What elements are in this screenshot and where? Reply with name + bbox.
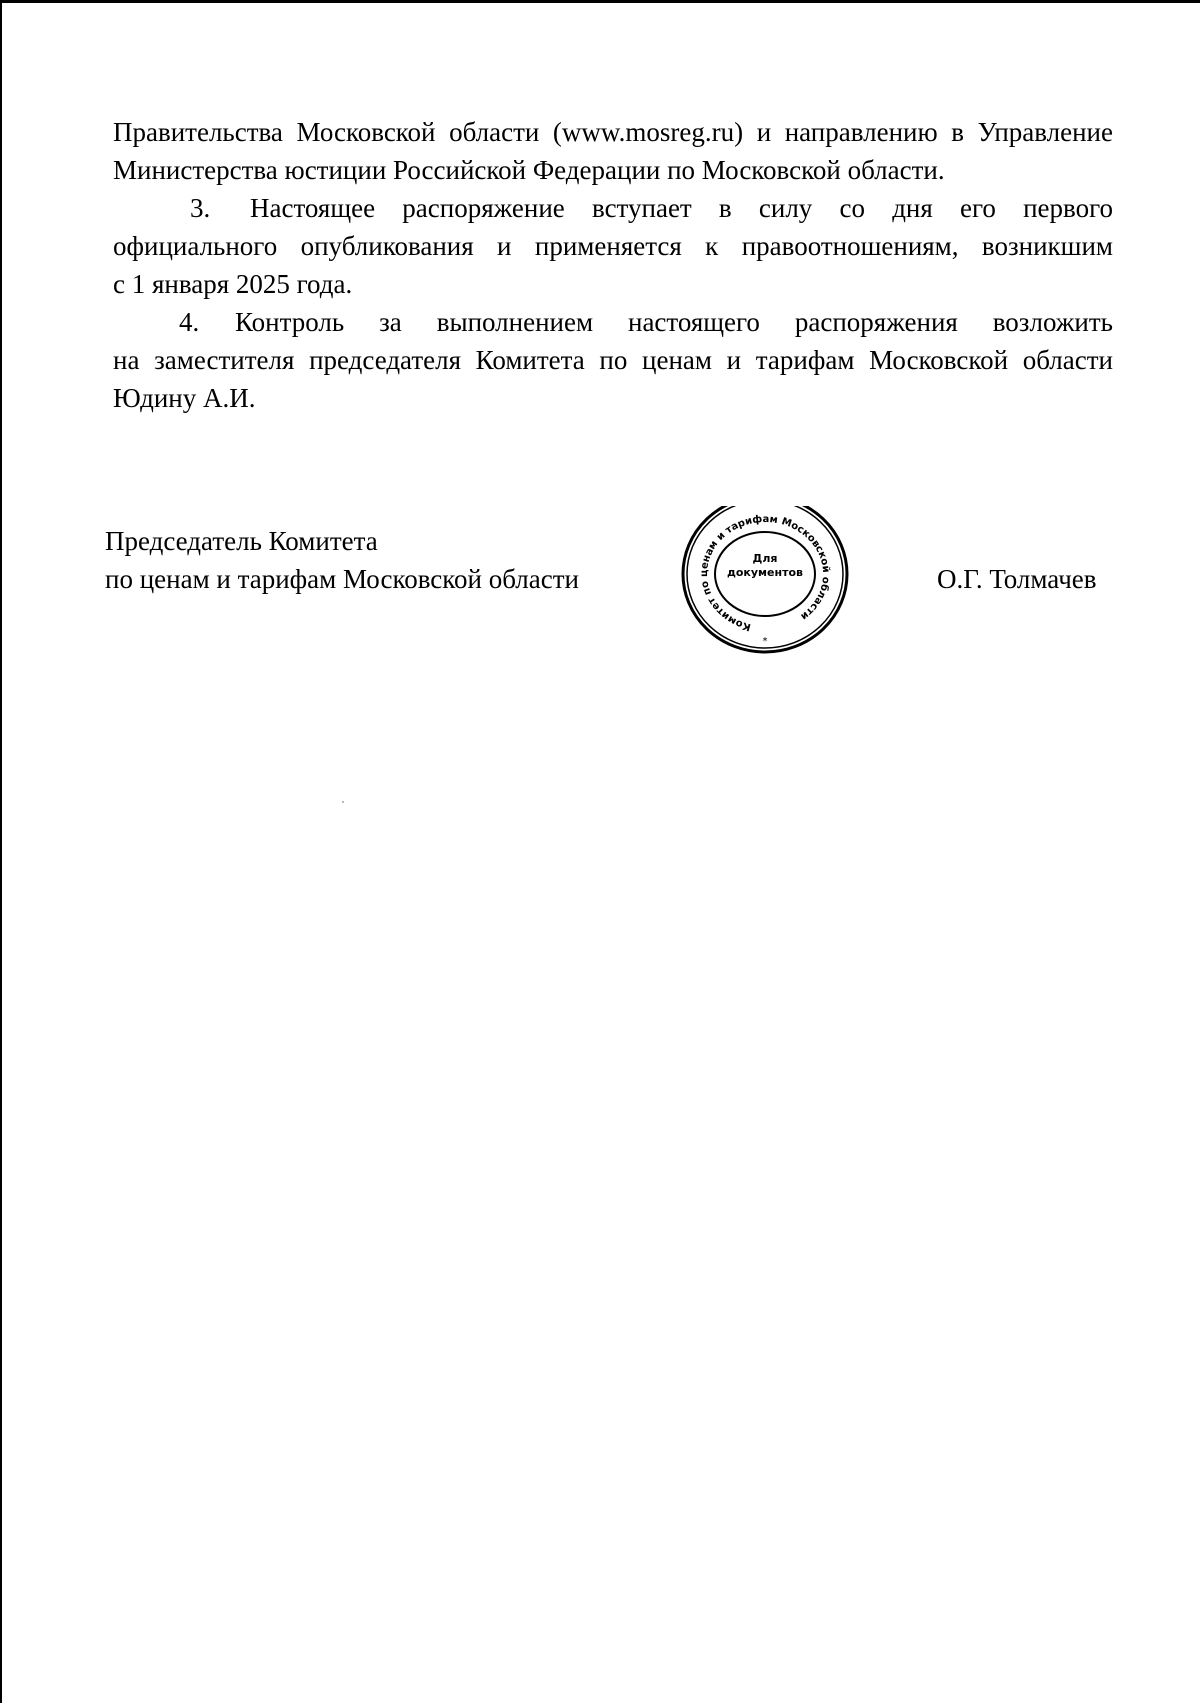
item-number: 3. — [190, 193, 211, 223]
text-line — [113, 303, 1113, 341]
scan-top-edge — [0, 0, 1200, 3]
item-text: Контроль за выполнением настоящего распоряжения возложить — [235, 307, 1113, 337]
signatory-position — [105, 522, 579, 598]
stamp-center-line: документов — [726, 566, 804, 579]
paragraph-continuation — [113, 113, 1113, 189]
scan-speck — [342, 801, 344, 803]
scan-left-edge — [0, 0, 2, 1703]
document-body — [113, 113, 1113, 417]
svg-text:*: * — [762, 636, 768, 647]
stamp-ring-text: Комитет по ценам и тарифам Московской области — [698, 513, 832, 633]
position-line: по ценам и тарифам Московской области — [105, 564, 579, 594]
position-line: Председатель Комитета — [105, 526, 378, 556]
text-line — [113, 189, 1113, 227]
text-line: с 1 января 2025 года. — [113, 269, 353, 299]
text-line: официального опубликования и применяется к правоотношениям, возникшим — [113, 231, 1113, 261]
stamp-center-text — [715, 552, 815, 580]
text-line: на заместителя председателя Комитета по ценам и тарифам Московской области — [113, 345, 1113, 375]
official-stamp — [679, 506, 851, 654]
stamp-seal-icon — [679, 506, 851, 654]
text-line: Юдину А.И. — [113, 383, 256, 413]
paragraph-item-3 — [113, 189, 1113, 303]
text-line: Правительства Московской области (www.mosreg.ru) и направлению в Управление — [113, 117, 1113, 147]
text-line: Министерства юстиции Российской Федерации по Московской области. — [113, 155, 945, 185]
paragraph-item-4 — [113, 303, 1113, 417]
signatory-name: О.Г. Толмачев — [937, 564, 1097, 594]
item-number: 4. — [179, 307, 200, 337]
item-text: Настоящее распоряжение вступает в силу со дня его первого — [250, 193, 1113, 223]
stamp-center-line: Для — [752, 552, 778, 565]
